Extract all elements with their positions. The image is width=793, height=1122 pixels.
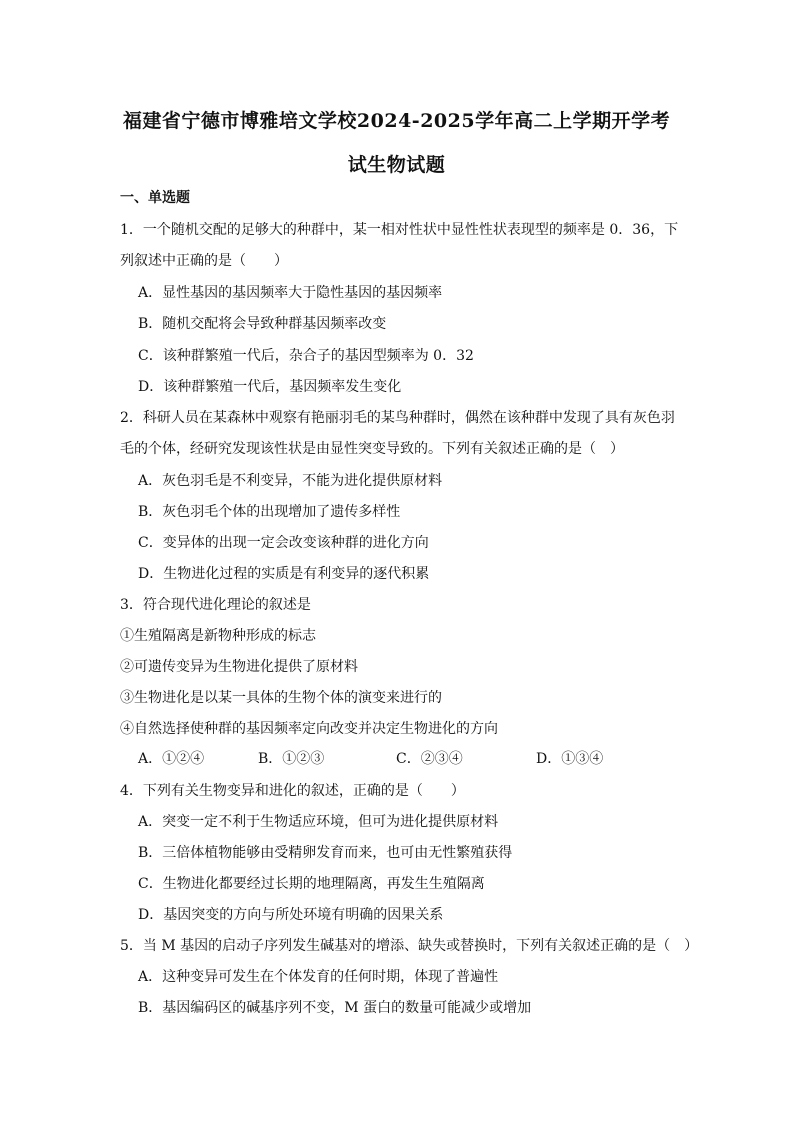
question-4-option-b: B．三倍体植物能够由受精卵发育而来，也可由无性繁殖获得 (138, 845, 513, 861)
page-title-line-2: 试生物试题 (347, 154, 446, 176)
question-3-option-d: D．①③④ (536, 751, 604, 767)
question-4-option-c: C．生物进化都要经过长期的地理隔离，再发生生殖隔离 (138, 876, 485, 892)
question-2-option-c: C．变异体的出现一定会改变该种群的进化方向 (138, 535, 429, 551)
question-1-option-a: A．显性基因的基因频率大于隐性基因的基因频率 (138, 285, 443, 301)
question-2-stem-line-2: 毛的个体，经研究发现该性状是由显性突变导致的。下列有关叙述正确的是（ ） (120, 441, 624, 457)
section-heading: 一、单选题 (120, 190, 190, 206)
question-5-option-a: A．这种变异可发生在个体发育的任何时期，体现了普遍性 (138, 969, 499, 985)
question-3-option-a: A．①②④ (138, 751, 205, 767)
question-2-option-a: A．灰色羽毛是不利变异，不能为进化提供原材料 (138, 473, 443, 489)
question-1-option-c: C．该种群繁殖一代后，杂合子的基因型频率为 0．32 (138, 348, 474, 364)
question-2-option-d: D．生物进化过程的实质是有利变异的逐代积累 (138, 566, 430, 582)
page-title-line-1: 福建省宁德市博雅培文学校2024-2025学年高二上学期开学考 (122, 110, 671, 132)
question-3-statement-2: ②可遗传变异为生物进化提供了原材料 (120, 659, 358, 675)
question-2-stem-line-1: 2．科研人员在某森林中观察有艳丽羽毛的某鸟种群时，偶然在该种群中发现了具有灰色羽 (120, 410, 675, 426)
question-4-stem: 4．下列有关生物变异和进化的叙述，正确的是（ ） (120, 783, 465, 799)
question-5-stem: 5．当 M 基因的启动子序列发生碱基对的增添、缺失或替换时，下列有关叙述正确的是（ ） (120, 938, 699, 954)
question-3-option-c: C．②③④ (396, 751, 463, 767)
question-3-statement-1: ①生殖隔离是新物种形成的标志 (120, 628, 316, 644)
question-3-stem: 3．符合现代进化理论的叙述是 (120, 597, 311, 613)
question-4-option-a: A．突变一定不利于生物适应环境，但可为进化提供原材料 (138, 814, 499, 830)
question-1-option-d: D．该种群繁殖一代后，基因频率发生变化 (138, 379, 402, 395)
question-1-option-b: B．随机交配将会导致种群基因频率改变 (138, 316, 387, 332)
question-4-option-d: D．基因突变的方向与所处环境有明确的因果关系 (138, 907, 444, 923)
question-3-statement-3: ③生物进化是以某一具体的生物个体的演变来进行的 (120, 690, 442, 706)
question-3-statement-4: ④自然选择使种群的基因频率定向改变并决定生物进化的方向 (120, 721, 498, 737)
question-1-stem-line-2: 列叙述中正确的是（ ） (120, 253, 288, 269)
question-3-option-b: B．①②③ (258, 751, 325, 767)
question-1-stem-line-1: 1．一个随机交配的足够大的种群中，某一相对性状中显性性状表现型的频率是 0．36，下 (120, 222, 679, 238)
question-2-option-b: B．灰色羽毛个体的出现增加了遗传多样性 (138, 504, 401, 520)
question-5-option-b: B．基因编码区的碱基序列不变，M 蛋白的数量可能减少或增加 (138, 1000, 532, 1016)
